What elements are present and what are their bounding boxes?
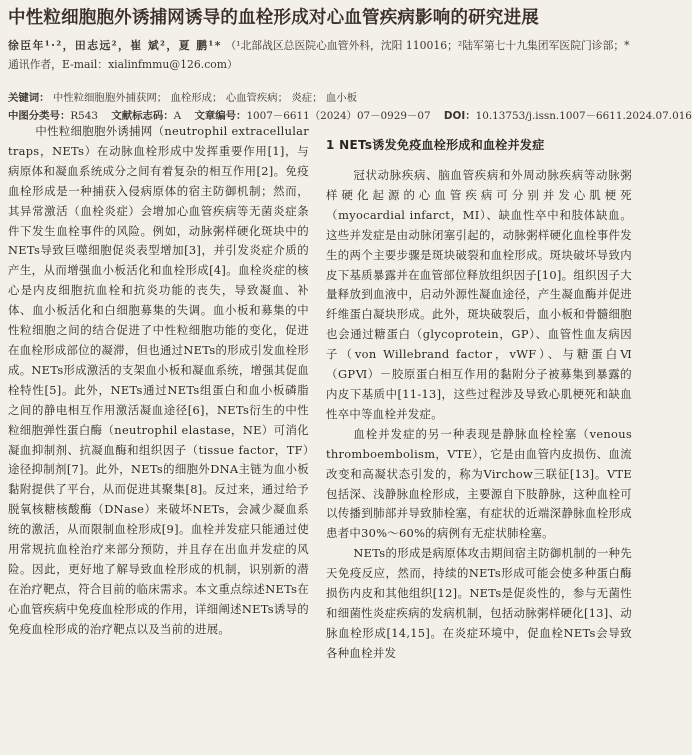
- author-names: 徐臣年¹·²，田志远²，崔 斌²，夏 鹏¹*: [8, 39, 222, 52]
- body-paragraph-3: NETs的形成是病原体攻击期间宿主防御机制的一种先天免疫反应，然而，持续的NETs形成可能会使多种蛋白酶损伤内皮和其他组织[12]。NETs是促炎性的，参与无菌性和细菌性炎症疾病的发病机制，包括动脉粥样硬化[13]、动脉血栓形成[14,15]。在炎症环境中，促血栓NETs会导致各种血栓并发: [326, 546, 632, 660]
- body-paragraph-2: 血栓并发症的另一种表现是静脉血栓栓塞（venous thromboembolism，VTE），它是由血管内皮损伤、血流改变和高凝状态引发的，称为Virchow三联征[13]。VTE包括深、浅静脉血栓形成，主要源自下肢静脉，这种血栓可以传播到肺部并导致肺栓塞，有症状的近端深静脉血栓形成患者中30%～60%的病例有无症状肺栓塞。: [326, 426, 632, 541]
- clc-value: R543: [70, 110, 98, 122]
- keywords-block: [8, 89, 692, 125]
- left-column: [8, 122, 309, 640]
- keywords-items: 中性粒细胞胞外捕获网； 血栓形成； 心血管疾病； 炎症； 血小板: [52, 92, 358, 104]
- author-affiliation: （¹北部战区总医院心血管外科，沈阳 110016；²陆军第七十九集团军医院门诊部；*通讯作者，E-mail：xialinfmmu@126.com）: [8, 39, 630, 71]
- doi-label: DOI：: [443, 110, 476, 122]
- intro-paragraph: 中性粒细胞胞外诱捕网（neutrophil extracellular traps，NETs）在动脉血栓形成中发挥重要作用[1]，与病原体和凝血系统成分之间有着复杂的相互作用[2]。免疫血栓形成是一种捕获入侵病原体的宿主防御机制；然而，其异常激活（血栓炎症）会增加心血管疾病等无菌炎症条件下发生血栓事件的风险。例如，动脉粥样硬化斑块中的NETs导致巨噬细胞促炎表型增加[3]，并引发炎症介质的产生，从而增强血小板活化和血栓形成[4]。血栓炎症的核心是内皮细胞抗血栓和抗炎功能的丧失，导致凝血、补体、血小板活化和白细胞募集的失调。血小板和募集的中性粒细胞之间的结合促进了中性粒细胞功能的变化，促进在血栓形成部位的凝滞，但也通过NETs的形成引发血栓形成。NETs形成激活的支架血小板和凝血系统，增强其促血栓特性[5]。此外，NETs通过NETs组蛋白和血小板磷脂之间的静电相互作用激活凝血途径[6]，NETs衍生的中性粒细胞弹性蛋白酶（neutrophil elastase，NE）可消化凝血抑制剂、抗凝血酶和组织因子（tissue factor，TF）途径抑制剂[7]。此外，NETs的细胞外DNA主链为血小板黏附提供了平台，从而促进其聚集[8]。反过来，通过给予脱氧核糖核酸酶（DNase）来破坏NETs，会减少凝血系统的激活，从而限制血栓形成[9]。血栓并发症只能通过使用常规抗血栓治疗来部分预防，并且存在出血并发症的风险。因此，更好地了解导致血栓形成的机制，识别新的潜在治疗靶点，符合目前的临床需求。本文重点综述NETs在心血管疾病中免疫血栓形成的作用，详细阐述NETs诱导的免疫血栓形成的治疗靶点以及当前的进展。: [8, 124, 309, 636]
- paper-title: 中性粒细胞胞外诱捕网诱导的血栓形成对心血管疾病影响的研究进展: [8, 8, 539, 28]
- keywords-label: 关键词：: [8, 92, 50, 104]
- right-column: [326, 122, 632, 664]
- doc-code-value: A: [173, 110, 182, 122]
- doc-code-label: 文献标志码：: [111, 110, 174, 122]
- article-number-value: 1007－6611（2024）07－0929－07: [246, 110, 431, 122]
- clc-label: 中图分类号：: [8, 110, 71, 122]
- section-heading: 1 NETs诱发免疫血栓形成和血栓并发症: [326, 138, 545, 152]
- author-block: [8, 36, 632, 74]
- body-paragraph-1: 冠状动脉疾病、脑血管疾病和外周动脉疾病等动脉粥样硬化起源的心血管疾病可分别并发心肌梗死（myocardial infarct，MI）、缺血性卒中和肢体缺血。这些并发症是由动脉闭塞引起的，动脉粥样硬化血栓事件发生的两个主要步骤是斑块破裂和血栓形成。斑块破坏导致内皮下基质暴露并在血管部位释放组织因子[10]。组织因子大量释放到血液中，启动外源性凝血途径，产生凝血酶并促进纤维蛋白凝块形成。此外，斑块破裂后，血小板和骨髓细胞也会通过糖蛋白（glycoprotein，GP）、血管性血友病因子（von Willebrand factor，vWF）、与糖蛋白Ⅵ（GPⅥ）－胶原蛋白相互作用的黏附分子被募集到暴露的内皮下基质中[11-13]，这些过程涉及导致心肌梗死和缺血性卒中等血栓并发症。: [326, 168, 632, 421]
- keywords-line: [8, 89, 632, 107]
- doi-value: 10.13753/j.issn.1007－6611.2024.07.016: [475, 110, 692, 122]
- article-number-label: 文章编号：: [194, 110, 247, 122]
